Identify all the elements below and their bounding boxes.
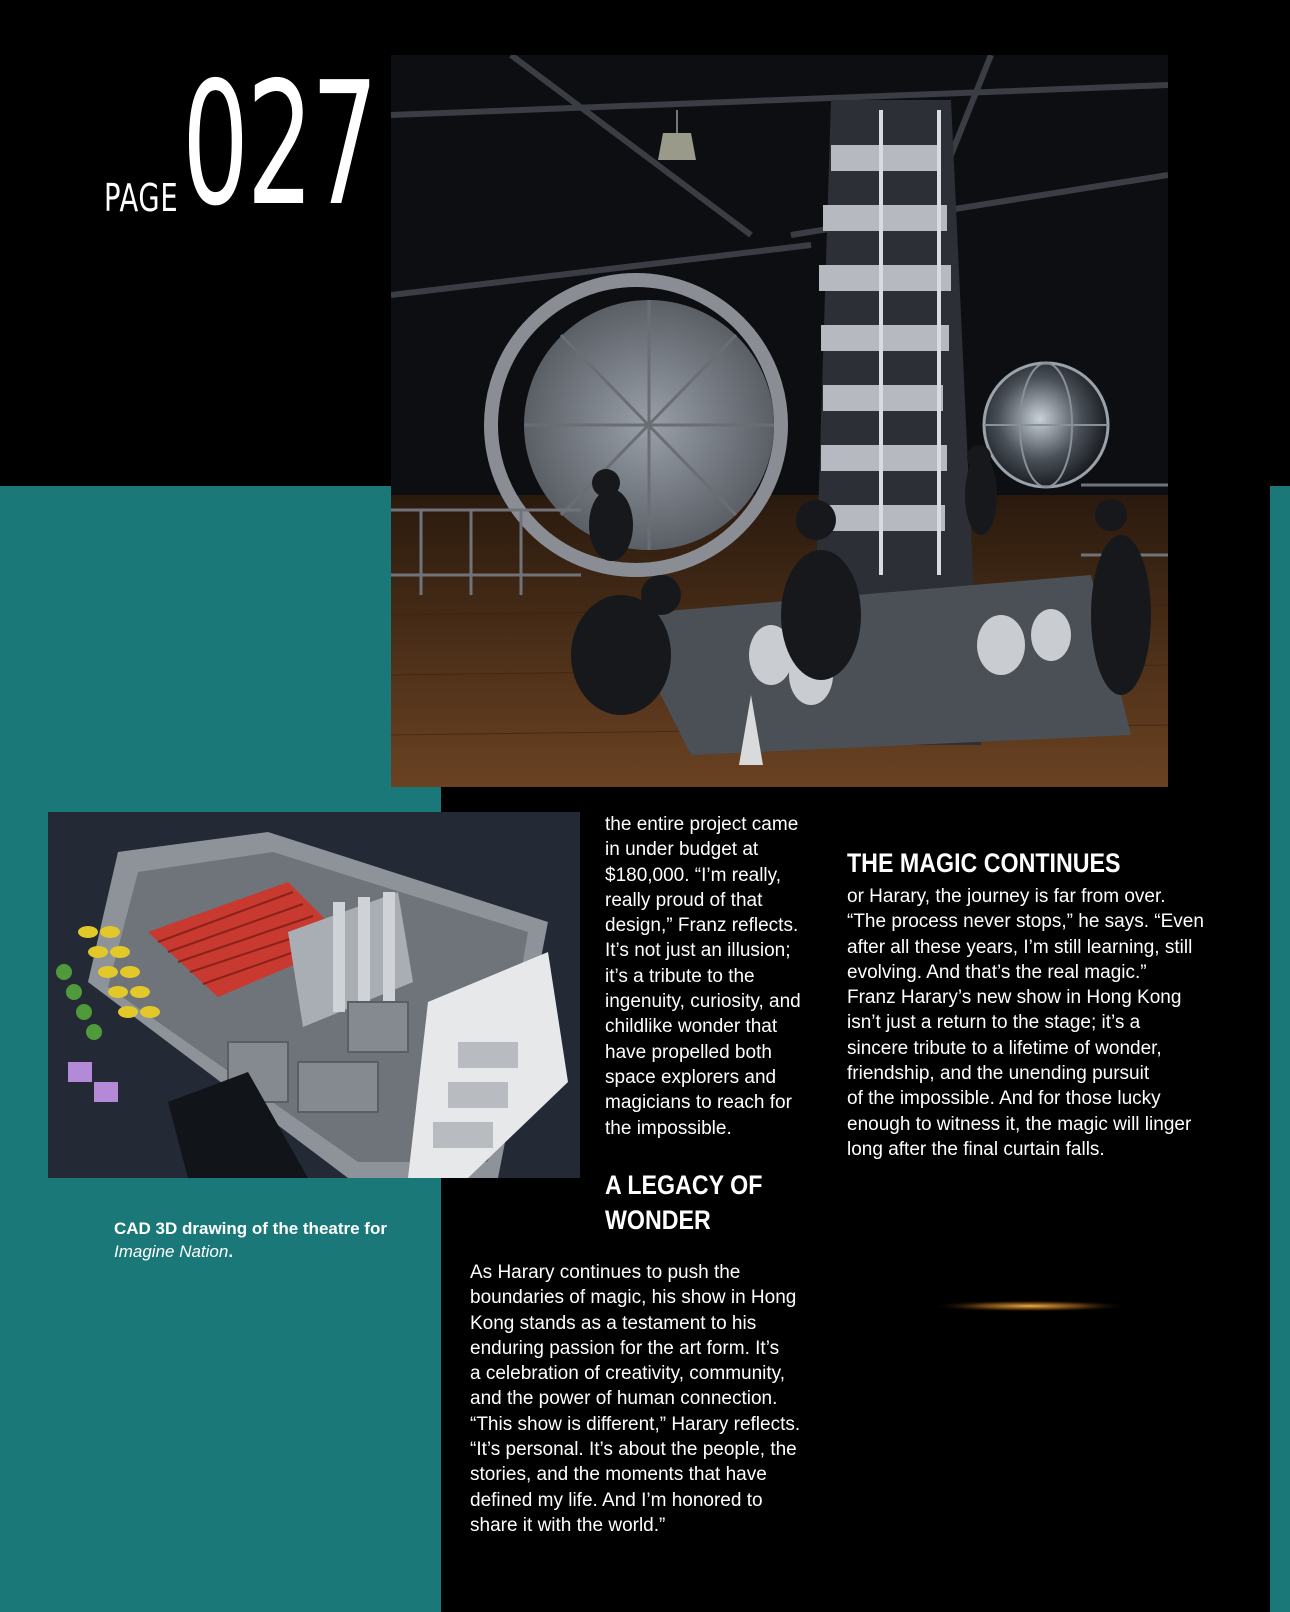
cad-photo-caption	[114, 1217, 414, 1263]
teal-panel-right	[1270, 486, 1290, 1612]
caption-text: CAD 3D drawing of the theatre for	[114, 1219, 387, 1238]
caption-period: .	[228, 1242, 234, 1261]
caption-show-title: Imagine Nation	[114, 1242, 229, 1261]
cad-theatre-drawing	[48, 812, 580, 1178]
heading-magic-continues: THE MAGIC CONTINUES	[847, 848, 1121, 878]
article-text-column1-top: the entire project came in under budget at $180,000. “I’m really, really proud of that design,” Franz reflects. It’s not just an illusion; it’s a tribute to the ingenuity, curiosity, and childlike wonder that have propelled both space explorers and magicians to reach for the impossible.	[605, 814, 801, 1139]
page-number-digits: 027	[182, 46, 376, 244]
heading-legacy-of-wonder: A LEGACY OF WONDER	[605, 1170, 763, 1235]
article-text-column1-bottom: As Harary continues to push the boundaries of magic, his show in Hong Kong stands as a testament to his enduring passion for the art form. It’s a celebration of creativity, community, and the power of human connection. “This show is different,” Harary reflects. “It’s personal. It’s about the people, the stories, and the moments that have defined my life. And I’m honored to share it with the world.”	[470, 1262, 801, 1536]
article-text-column2: or Harary, the journey is far from over. “The process never stops,” he says. “Even after all these years, I’m still learning, still evolving. And that’s the real magic.” Franz Harary’s new show in Hong Kong isn’t just a return to the stage; it’s a sincere tribute to a lifetime of wonder, friendship, and the unending pursuit of the impossible. And for those lucky enough to witness it, the magic will linger long after the final curtain falls.	[847, 886, 1204, 1160]
page-word: PAGE	[104, 176, 179, 220]
decorative-glow	[930, 1298, 1130, 1314]
stage-rig-photo	[391, 55, 1168, 787]
